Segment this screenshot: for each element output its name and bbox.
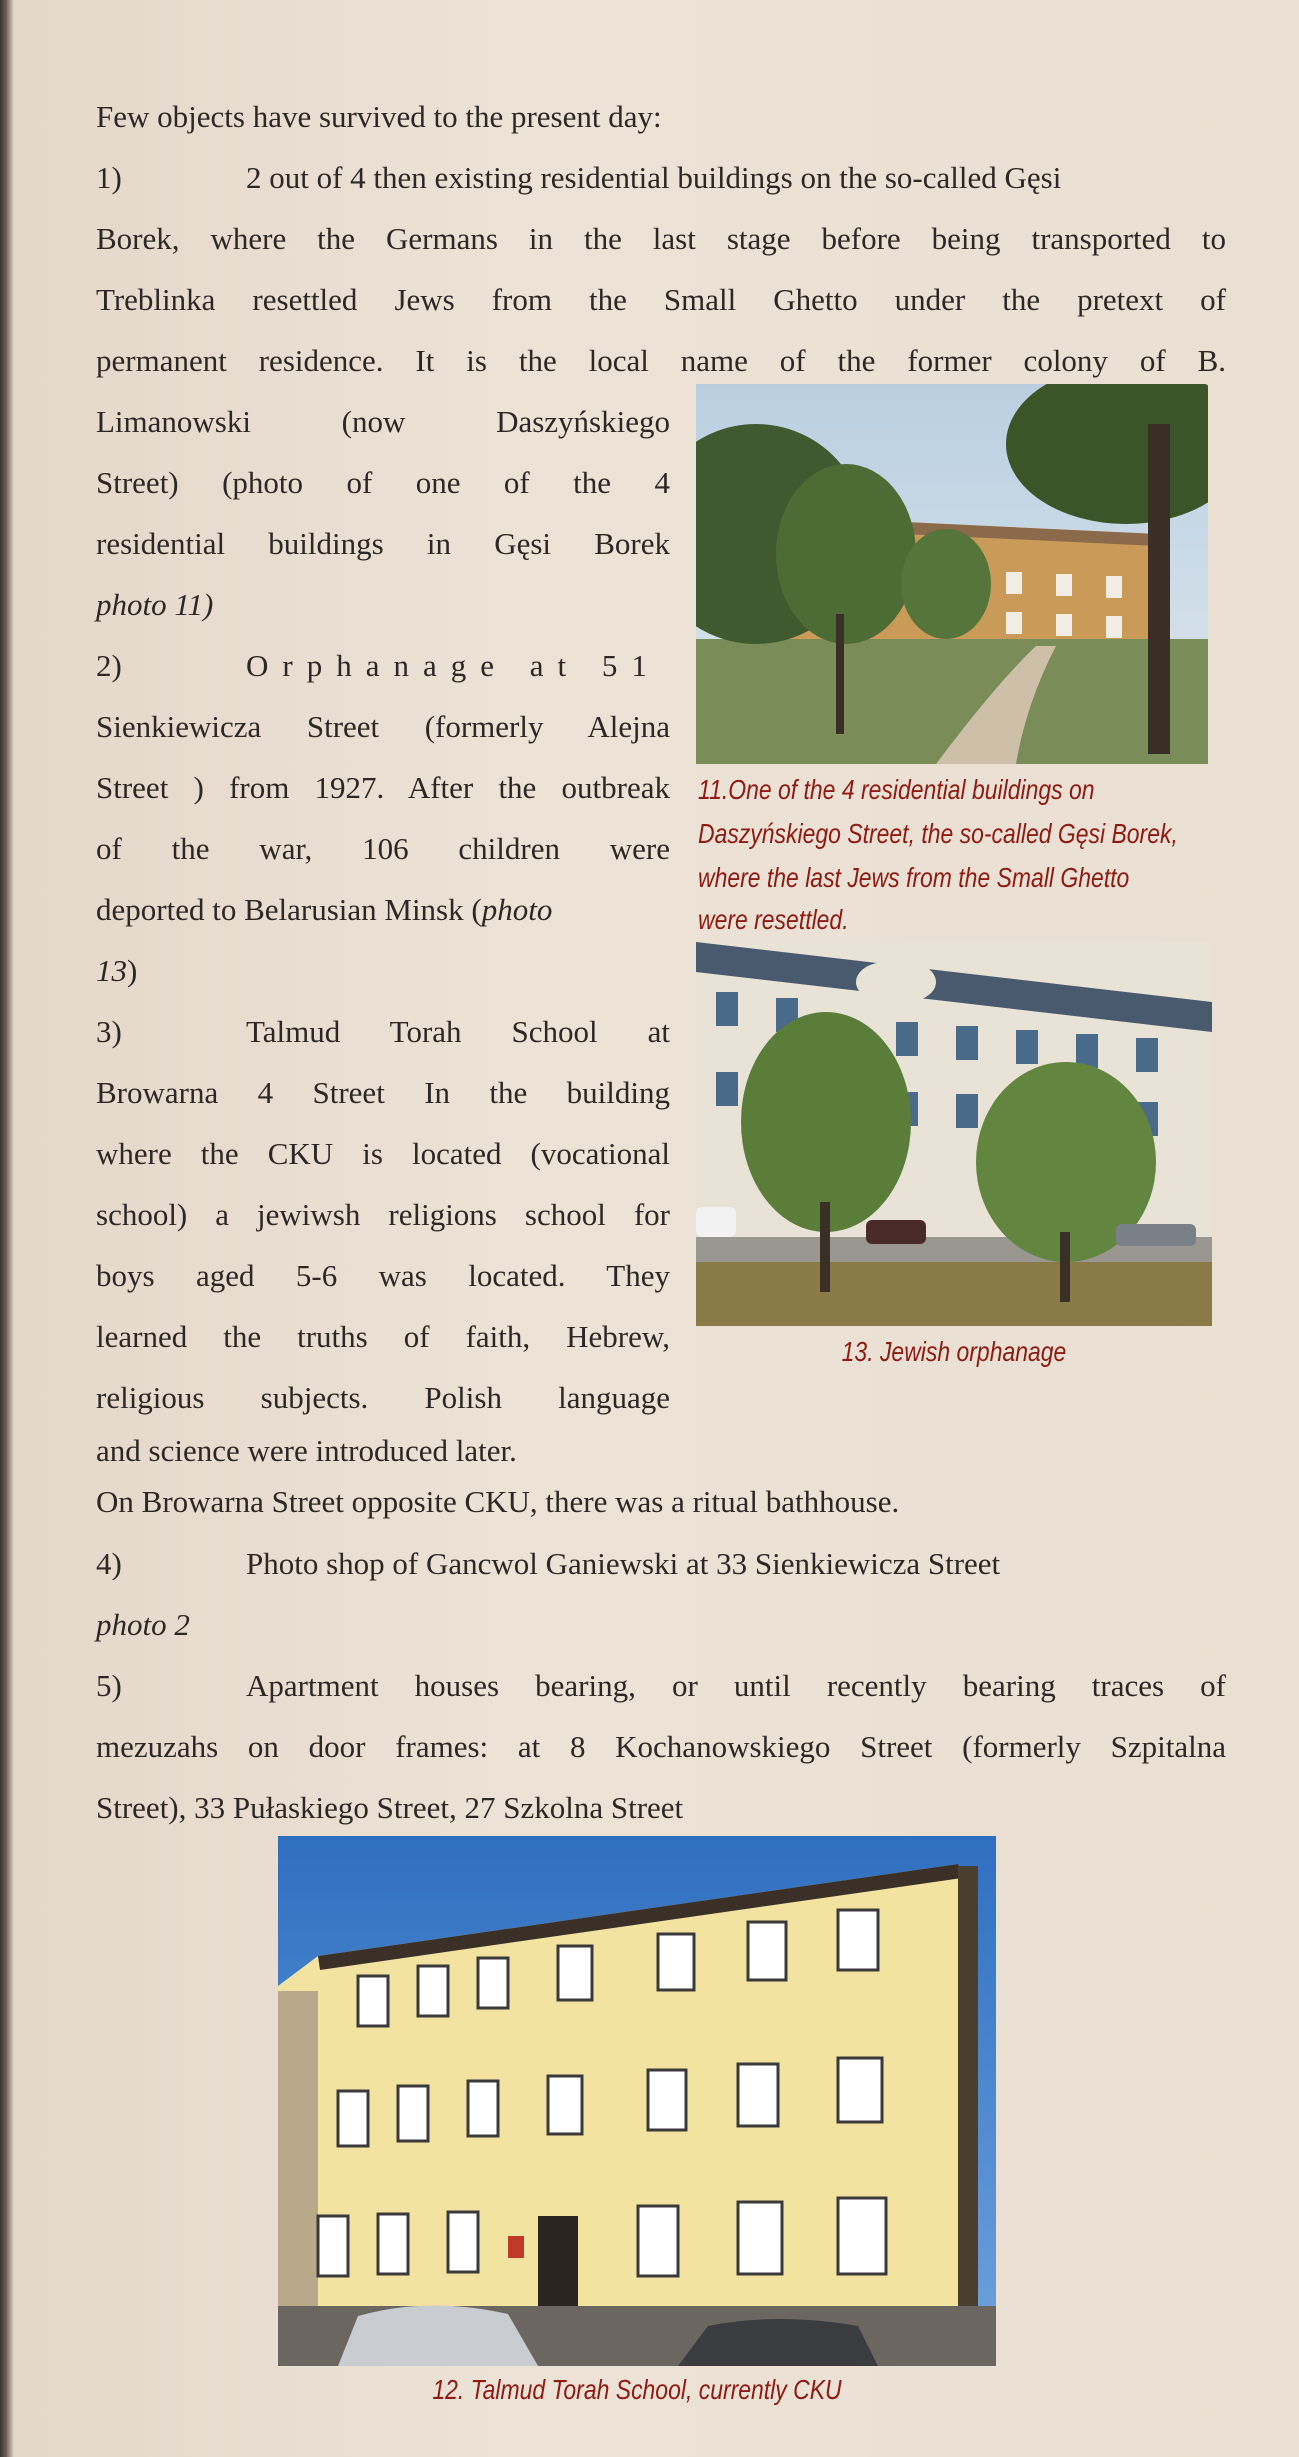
item1-number: 1): [96, 160, 122, 195]
bathhouse-text: On Browarna Street opposite CKU, there was a ritual bathhouse.: [96, 1484, 900, 1519]
item3-line-6: learned the truths of faith, Hebrew,: [96, 1319, 670, 1354]
caption-photo11-line-1: 11.One of the 4 residential buildings on: [698, 774, 1095, 805]
item1-line-6: Street) (photo of one of the 4: [96, 465, 670, 500]
item2-line-6: 13): [96, 953, 138, 988]
item2-line-3: Street ) from 1927. After the outbreak: [96, 770, 670, 805]
caption-photo13: 13. Jewish orphanage: [841, 1336, 1067, 1367]
item4-line-1: 4) Photo shop of Gancwol Ganiewski at 33 Sienkiewicza Street: [96, 1533, 1226, 1594]
intro-text: Few objects have survived to the present day:: [96, 99, 662, 134]
item3-line-2: Browarna 4 Street In the building: [96, 1075, 670, 1110]
photo-talmud-torah-school: [278, 1836, 996, 2366]
item4-number: 4): [96, 1546, 122, 1581]
caption-photo11-line-3: where the last Jews from the Small Ghetto: [698, 862, 1130, 893]
item2-line-4: of the war, 106 children were: [96, 831, 670, 866]
item1-line-4: permanent residence. It is the local name of the former colony of B.: [96, 343, 1226, 378]
caption-photo11-line-4: were resettled.: [698, 904, 849, 935]
item5-line-3: Street), 33 Pułaskiego Street, 27 Szkolna Street: [96, 1790, 684, 1825]
caption-photo12: 12. Talmud Torah School, currently CKU: [432, 2374, 842, 2405]
item3-line-8: and science were introduced later.: [96, 1433, 517, 1468]
item1-photo-ref: photo 11): [96, 587, 214, 622]
item5-line-2: mezuzahs on door frames: at 8 Kochanowskiego Street (formerly Szpitalna: [96, 1729, 1226, 1764]
caption-photo11-line-2: Daszyńskiego Street, the so-called Gęsi Borek,: [698, 818, 1178, 849]
item1-line-3: Treblinka resettled Jews from the Small Ghetto under the pretext of: [96, 282, 1226, 317]
school-building-illustration: [278, 1836, 996, 2366]
item3-line-1: 3) Talmud Torah School at: [96, 1001, 670, 1062]
item4-photo-ref: photo 2: [96, 1607, 190, 1642]
photo-orphanage: [696, 942, 1212, 1326]
item2-line-2: Sienkiewicza Street (formerly Alejna: [96, 709, 670, 744]
item3-line-7: religious subjects. Polish language: [96, 1380, 670, 1415]
item1-line-5: Limanowski (now Daszyńskiego: [96, 404, 670, 439]
item5-line-1: 5) Apartment houses bearing, or until recently bearing traces of: [96, 1655, 1226, 1716]
photo-residential-building: [696, 384, 1208, 764]
item2-number: 2): [96, 648, 122, 683]
item1-line-2: Borek, where the Germans in the last stage before being transported to: [96, 221, 1226, 256]
item2-line-5: deported to Belarusian Minsk (photo: [96, 892, 553, 927]
orphanage-illustration: [696, 942, 1212, 1326]
residential-building-illustration: [696, 384, 1208, 764]
item3-line-3: where the CKU is located (vocational: [96, 1136, 670, 1171]
item3-number: 3): [96, 1014, 122, 1049]
item1-line-7: residential buildings in Gęsi Borek: [96, 526, 670, 561]
item1-line-1: 1) 2 out of 4 then existing residential buildings on the so-called Gęsi: [96, 147, 1226, 208]
item3-line-5: boys aged 5-6 was located. They: [96, 1258, 670, 1293]
item5-number: 5): [96, 1668, 122, 1703]
item3-line-4: school) a jewiwsh religions school for: [96, 1197, 670, 1232]
item2-line-1: 2) Orphanage at 51: [96, 635, 670, 696]
